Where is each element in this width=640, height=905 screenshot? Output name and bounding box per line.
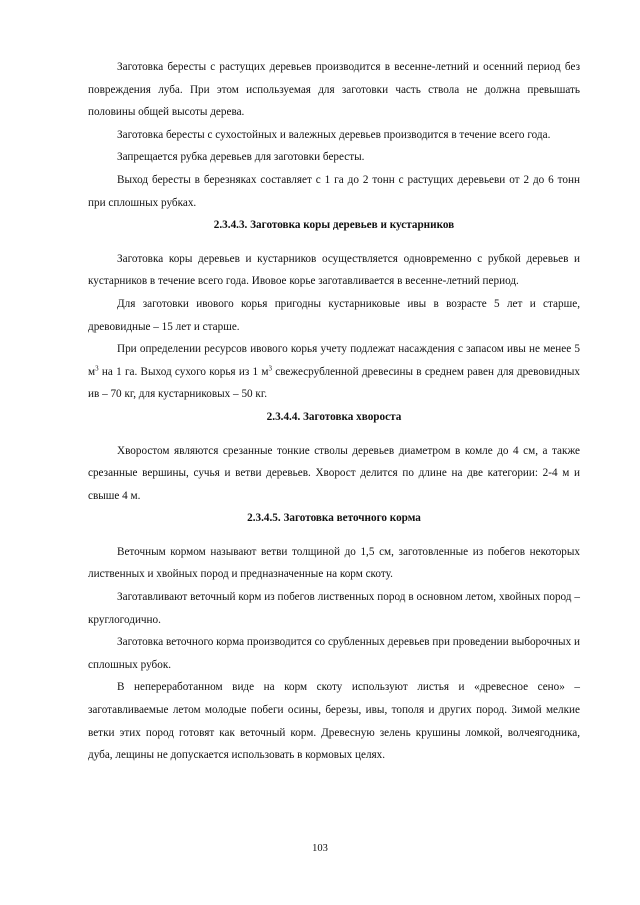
page-number: 103 bbox=[312, 843, 328, 854]
paragraph: При определении ресурсов ивового корья учету подлежат насаждения с запасом ивы не менее 5 $м^3$ на 1 га. Выход сухого корья из 1 $м^3$ свежесрубленной древесины в среднем равен для древовидных ив – 70 кг, для кустарниковых – 50 кг. bbox=[88, 343, 580, 401]
page-body bbox=[88, 56, 580, 767]
paragraph: Веточным кормом называют ветви толщиной до 1,5 см, заготовленные из побегов некоторых лиственных и хвойных пород и предназначенные на корм скоту. bbox=[88, 545, 580, 581]
paragraph: Для заготовки ивового корья пригодны кустарниковые ивы в возрасте 5 лет и старше, древовидные – 15 лет и старше. bbox=[88, 297, 580, 333]
paragraph: Заготовка веточного корма производится со срубленных деревьев при проведении выборочных и сплошных рубок. bbox=[88, 636, 580, 671]
section-heading: 2.3.4.3. Заготовка коры деревьев и кустарников bbox=[213, 219, 455, 232]
paragraph: Заготовка бересты с растущих деревьев производится в весенне-летний и осенний период без повреждения луба. При этом используемая для заготовки часть ствола не должна превышать половины общей высоты дерева. bbox=[88, 61, 580, 119]
paragraph: В непереработанном виде на корм скоту используют листья и «древесное сено» – заготавливаемые летом молодые побеги осины, березы, ивы, тополя и других пород. Зимой мелкие ветки этих пород готовят как веточный корм. Древесную зелень крушины ломкой, волчеягодника, дуба, лещины не допускается использовать в кормовых целях. bbox=[88, 681, 580, 762]
paragraph: Запрещается рубка деревьев для заготовки бересты. bbox=[117, 151, 365, 164]
section-heading: 2.3.4.4. Заготовка хвороста bbox=[266, 410, 402, 423]
paragraph: Заготовка бересты с сухостойных и валежных деревьев производится в течение всего года. bbox=[117, 128, 551, 141]
paragraph: Заготовка коры деревьев и кустарников осуществляется одновременно с рубкой деревьев и кустарников в течение всего года. Ивовое корье заготавливается в весенне-летний период. bbox=[88, 252, 580, 288]
paragraph: Заготавливают веточный корм из побегов лиственных пород в основном летом, хвойных пород – круглогодично. bbox=[88, 591, 580, 626]
paragraph: Выход бересты в березняках составляет с 1 га до 2 тонн с растущих деревьеви от 2 до 6 тонн при сплошных рубках. bbox=[88, 173, 580, 209]
paragraph: Хворостом являются срезанные тонкие стволы деревьев диаметром в комле до 4 см, а также срезанные вершины, сучья и ветви деревьев. Хворост делится по длине на две категории: 2-4 м и свыше 4 м. bbox=[88, 444, 580, 502]
section-heading: 2.3.4.5. Заготовка веточного корма bbox=[247, 512, 421, 525]
